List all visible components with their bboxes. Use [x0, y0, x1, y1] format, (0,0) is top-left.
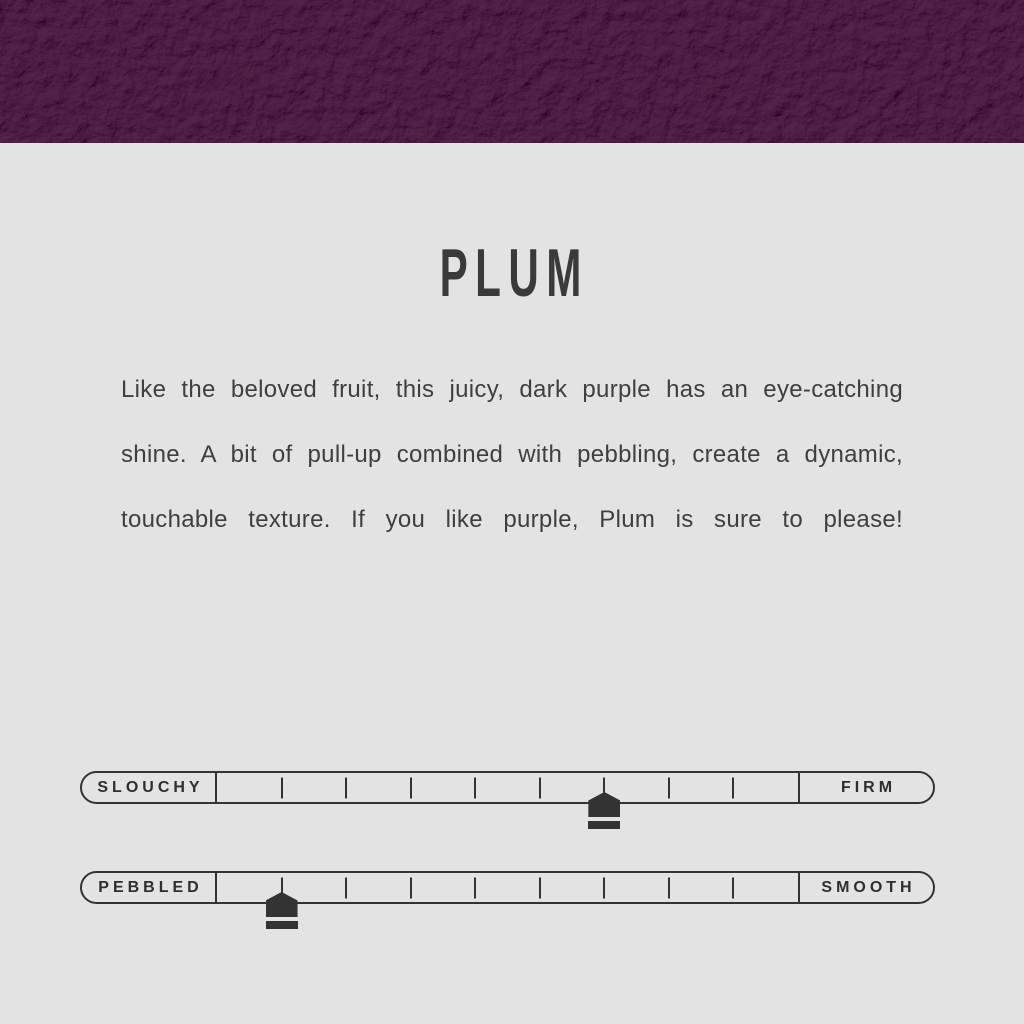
- color-title-text: PLUM: [439, 235, 589, 311]
- scale-track: [217, 873, 798, 902]
- leather-swatch-image: [0, 0, 1024, 143]
- description-line: touchable texture. If you like purple, Plum is sure to please!: [121, 506, 903, 533]
- scale-tick: [732, 777, 734, 798]
- scale-tick: [410, 777, 412, 798]
- color-title: [0, 235, 1024, 311]
- attribute-scales: [0, 771, 1024, 904]
- scale-tick: [474, 777, 476, 798]
- scale-marker: [266, 892, 298, 929]
- scale-tick: [410, 877, 412, 898]
- scale-tick: [603, 877, 605, 898]
- scale-tick: [281, 777, 283, 798]
- scale-marker: [588, 792, 620, 829]
- description-line: shine. A bit of pull-up combined with pebbling, create a dynamic,: [121, 441, 903, 468]
- scale-tick: [345, 877, 347, 898]
- description-line: Like the beloved fruit, this juicy, dark purple has an eye-catching: [121, 376, 903, 403]
- structure-scale: [80, 771, 935, 804]
- surface-scale: [80, 871, 935, 904]
- scale-marker-nib: [588, 792, 620, 817]
- scale-left-label: PEBBLED: [82, 873, 217, 902]
- scale-tick: [345, 777, 347, 798]
- scale-marker-base: [588, 821, 620, 829]
- scale-tick: [668, 777, 670, 798]
- scale-track: [217, 773, 798, 802]
- scale-marker-base: [266, 921, 298, 929]
- scale-tick: [668, 877, 670, 898]
- scale-marker-nib: [266, 892, 298, 917]
- scale-tick: [539, 877, 541, 898]
- scale-tick: [539, 777, 541, 798]
- scale-tick: [474, 877, 476, 898]
- scale-left-label: SLOUCHY: [82, 773, 217, 802]
- color-description: [121, 357, 903, 552]
- scale-right-label: SMOOTH: [798, 873, 933, 902]
- scale-right-label: FIRM: [798, 773, 933, 802]
- scale-tick: [732, 877, 734, 898]
